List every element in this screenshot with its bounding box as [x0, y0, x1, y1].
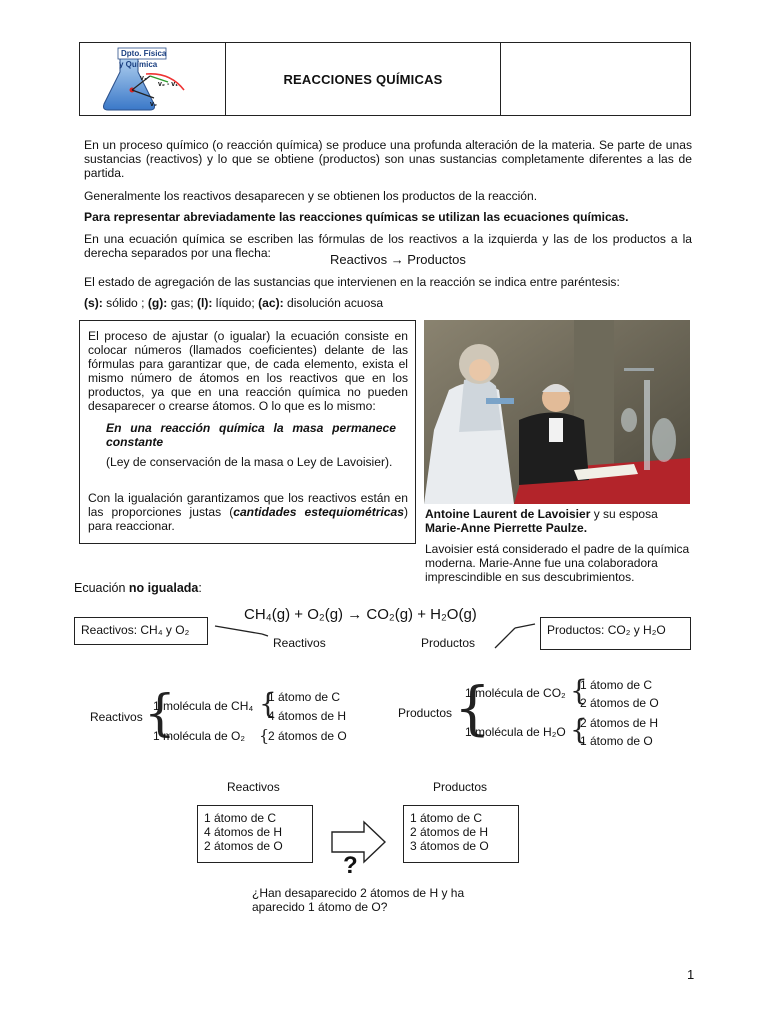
state-l-text: líquido;: [212, 296, 259, 310]
intro-paragraph-4: En una ecuación química se escriben las fórmulas de los reactivos a la izquierda y las de los productos a la derecha separados por una flecha:: [84, 232, 692, 260]
adjust-paragraph: El proceso de ajustar (o igualar) la ecuación consiste en colocar números (llamados coeficientes) delante de las fórmulas para garantizar que, de cada elemento, exista el mismo número de átomos en los reactivos que en los productos, ya que en una reacción química no pueden desaparecer o crearse átomos. O lo que es lo mismo:: [88, 329, 408, 413]
page-number: 1: [687, 967, 695, 982]
page-title: REACCIONES QUÍMICAS: [283, 71, 443, 87]
title-cell: [226, 43, 501, 115]
p-mol1-atom1: 1 átomo de C: [580, 678, 653, 692]
arrow-right-icon: [330, 820, 388, 864]
header-table: [79, 42, 691, 116]
p-count-h: 2 átomos de H: [410, 825, 489, 839]
caption-name-1: Antoine Laurent de Lavoisier: [425, 507, 591, 521]
r-count-o: 2 átomos de O: [204, 839, 283, 853]
reactivos-box: Reactivos: CH₄ y O₂: [74, 617, 208, 645]
states-of-matter: [84, 296, 692, 310]
eq-label-reactivos: Reactivos: [273, 636, 326, 650]
eq-heading-a: Ecuación: [74, 581, 129, 595]
brace-productos: {: [454, 674, 491, 742]
stoich-text-c: ) para reaccionar.: [88, 505, 408, 533]
equation-pointer-lines: [210, 620, 540, 660]
state-s: (s):: [84, 296, 103, 310]
stoich-text-b: cantidades estequiométricas: [233, 505, 404, 519]
comparison-reactivos-title: Reactivos: [227, 780, 280, 794]
r-count-h: 4 átomos de H: [204, 825, 283, 839]
p-count-c: 1 átomo de C: [410, 811, 483, 825]
p-count-o: 3 átomos de O: [410, 839, 489, 853]
department-logo: [100, 46, 210, 114]
mass-law-name: (Ley de conservación de la masa o Ley de Lavoisier).: [106, 455, 393, 469]
chemical-equation: CH₄(g) + O₂(g) → CO₂(g) + H₂O(g): [244, 606, 477, 623]
state-s-text: sólido ;: [102, 296, 148, 310]
r-count-c: 1 átomo de C: [204, 811, 277, 825]
svg-text:v₂: v₂: [150, 101, 158, 108]
breakdown-reactivos-label: Reactivos: [90, 710, 143, 724]
caption-name-2: Marie-Anne Pierrette Paulze.: [425, 521, 588, 535]
stoichiometry-paragraph: [88, 491, 408, 533]
p-mol1-atom2: 2 átomos de O: [580, 696, 659, 710]
p-molecule-2: 1 molécula de H₂O: [465, 725, 566, 739]
logo-cell: [80, 43, 226, 115]
mass-law: En una reacción química la masa permanece constante: [106, 421, 396, 449]
state-l: (l):: [196, 296, 213, 310]
breakdown-productos-label: Productos: [398, 706, 453, 720]
state-ac: (ac):: [258, 296, 284, 310]
brace-h2o: {: [570, 713, 588, 746]
brace-o2: {: [259, 726, 270, 745]
svg-text:v₁: v₁: [140, 75, 147, 82]
p-molecule-1: 1 molécula de CO₂: [465, 686, 566, 700]
stoich-text-a: Con la igualación garantizamos que los reactivos están en las proporciones justas (: [88, 491, 408, 519]
brace-co2: {: [570, 674, 588, 707]
state-g-text: gas;: [167, 296, 197, 310]
eq-heading-b: no igualada: [128, 581, 199, 595]
state-ac-text: disolución acuosa: [283, 296, 384, 310]
intro-paragraph-2: Generalmente los reactivos desaparecen y se obtienen los productos de la reacción.: [84, 189, 538, 203]
lavoisier-painting: [424, 320, 690, 504]
comparison-productos-box: [403, 805, 519, 863]
p-mol2-atom2: 1 átomo de O: [580, 734, 653, 748]
comparison-reactivos-box: [197, 805, 313, 863]
r-molecule-2: 1 molécula de O₂: [153, 729, 246, 743]
r-mol1-atom1: 1 átomo de C: [268, 690, 341, 704]
svg-text:Dpto. Física: Dpto. Física: [121, 49, 167, 58]
adjust-equation-box: [79, 320, 416, 544]
productos-box: Productos: CO₂ y H₂O: [540, 617, 691, 650]
intro-paragraph-5: El estado de agregación de las sustancias que intervienen en la reacción se indica entre paréntesis:: [84, 275, 620, 289]
question-mark: ?: [343, 852, 358, 879]
empty-header-cell: [501, 43, 690, 115]
intro-paragraph-1: En un proceso químico (o reacción química) se produce una profunda alteración de la materia. Se parte de unas sustancias (reactivos) y lo que se obtiene (productos) son unas sustancias completamente diferentes a las de partida.: [84, 138, 692, 180]
r-mol2-atom1: 2 átomos de O: [268, 729, 347, 743]
eq-heading-c: :: [198, 581, 202, 595]
svg-text:y Química: y Química: [119, 60, 158, 69]
equation-heading: [74, 581, 202, 595]
r-mol1-atom2: 4 átomos de H: [268, 709, 347, 723]
reactivos-productos-formula: Reactivos → Productos: [330, 252, 466, 267]
eq-label-productos: Productos: [421, 636, 476, 650]
comparison-question: ¿Han desaparecido 2 átomos de H y ha aparecido 1 átomo de O?: [252, 886, 465, 914]
painting-caption: [425, 507, 690, 535]
painting-description: Lavoisier está considerado el padre de la química moderna. Marie-Anne fue una colaboradora imprescindible en sus descubrimientos.: [425, 542, 690, 584]
intro-paragraph-3: Para representar abreviadamente las reacciones químicas se utilizan las ecuaciones químicas.: [84, 210, 629, 224]
brace-reactivos: {: [144, 684, 176, 742]
state-g: (g):: [147, 296, 168, 310]
brace-ch4: {: [259, 687, 277, 720]
r-molecule-1: 1 molécula de CH₄: [153, 699, 254, 713]
p-mol2-atom1: 2 átomos de H: [580, 716, 659, 730]
svg-text:v₂ - v₁: v₂ - v₁: [158, 81, 179, 88]
comparison-productos-title: Productos: [433, 780, 488, 794]
caption-text: y su esposa: [590, 507, 658, 521]
